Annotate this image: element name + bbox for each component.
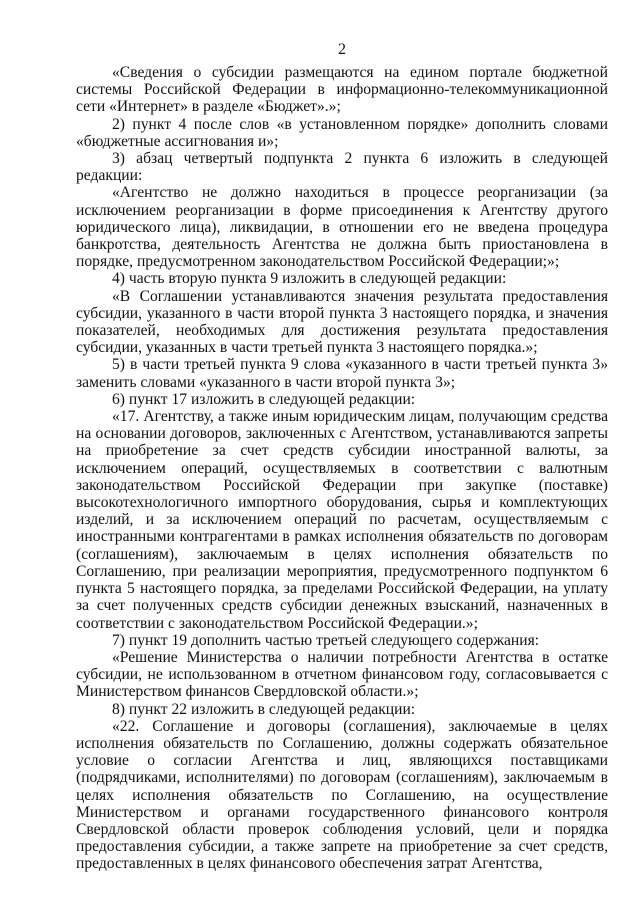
paragraph-item-4: 4) часть вторую пункта 9 изложить в следующей редакции: [112, 270, 507, 288]
paragraph-item-6: 6) пункт 17 изложить в следующей редакции: [112, 390, 416, 408]
paragraph-item-5: 5) в части третьей пункта 9 слова «указанного в части третьей пункта 3» заменить словами «указанного в части второй пункта 3»; [76, 356, 608, 391]
paragraph-point-22: «22. Соглашение и договоры (соглашения), заключаемые в целях исполнения обязательств по Соглашению, должны содержать обязательное условие о согласии Агентства и лиц, являющихся поставщиками (подрядчиками, исполнителями) по договорам (соглашениям), заключаемым в целях исполнения обязательств по Соглашению, на осуществление Министерством и органами государственного финансового контроля Свердловской области проверок соблюдения условий, цели и порядка предоставления субсидии, а также запрете на приобретение за счет средств, предоставленных в целях финансового обеспечения затрат Агентства, [76, 717, 608, 873]
paragraph-item-3: 3) абзац четвертый подпункта 2 пункта 6 изложить в следующей редакции: [76, 150, 608, 185]
paragraph-agency-requirements: «Агентство не должно находиться в процессе реорганизации (за исключением реорганизации в форме присоединения к Агентству другого юридического лица), ликвидации, в отношении его не введена процедура банкротства, деятельность Агентства не должна быть приостановлена в порядке, предусмотренном законодательством Российской Федерации;»; [76, 184, 608, 271]
paragraph-point-17: «17. Агентству, а также иным юридическим лицам, получающим средства на основании договоров, заключенных с Агентством, устанавливаются запреты на приобретение за счет средств субсидии иностранной валюты, за исключением операций, осуществляемых в соответствии с валютным законодательством Российской Федерации при закупке (поставке) высокотехнологичного импортного оборудования, сырья и комплектующих изделий, и за исключением операций по расчетам, осуществляемым с иностранными контрагентами в рамках исполнения обязательств по договорам (соглашениям), заключаемым в целях исполнения обязательств по Соглашению, при реализации мероприятия, предусмотренного подпунктом 6 пункта 5 настоящего порядка, за пределами Российской Федерации, на уплату за счет полученных средств субсидии денежных взысканий, назначенных в соответствии с законодательством Российской Федерации.»; [76, 408, 608, 632]
paragraph-item-7: 7) пункт 19 дополнить частью третьей следующего содержания: [112, 631, 540, 649]
paragraph-agreement-results: «В Соглашении устанавливаются значения результата предоставления субсидии, указанного в части второй пункта 3 настоящего порядка, и значения показателей, необходимых для достижения результата предоставления субсидии, указанных в части третьей пункта 3 настоящего порядка.»; [76, 287, 608, 357]
document-page [76, 40, 608, 873]
paragraph-ministry-decision: «Решение Министерства о наличии потребности Агентства в остатке субсидии, не использованном в отчетном финансовом году, согласовывается с Министерством финансов Свердловской области.»; [76, 648, 608, 701]
paragraph-item-8: 8) пункт 22 изложить в следующей редакции: [112, 700, 416, 718]
paragraph-portal-info: «Сведения о субсидии размещаются на едином портале бюджетной системы Российской Федерации в информационно-телекоммуникационной сети «Интернет» в разделе «Бюджет».»; [76, 64, 608, 116]
page-number: 2 [338, 41, 346, 58]
paragraph-item-2: 2) пункт 4 после слов «в установленном порядке» дополнить словами «бюджетные ассигнования и»; [76, 115, 608, 150]
